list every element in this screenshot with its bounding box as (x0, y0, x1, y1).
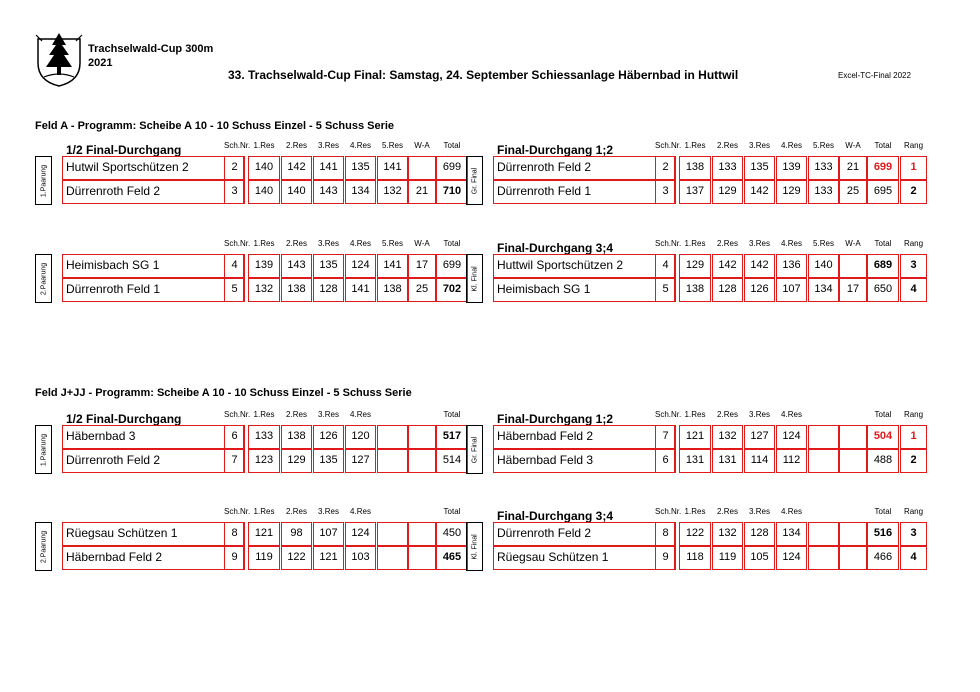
r1-cell: 118 (679, 546, 711, 570)
pairing-label: 2.Paarung (40, 262, 47, 295)
column-header: 1.Res (253, 239, 275, 248)
r5-cell (377, 546, 408, 570)
nr-cell: 3 (655, 180, 676, 204)
r5-cell (377, 449, 408, 473)
r2-cell: 143 (281, 254, 312, 278)
wa-cell (408, 156, 436, 180)
r1-cell: 129 (679, 254, 711, 278)
wa-cell (839, 546, 867, 570)
total-cell: 488 (867, 449, 899, 473)
cup-title-line2: 2021 (88, 57, 113, 69)
r4-cell: 134 (776, 522, 807, 546)
r5-cell: 133 (808, 156, 839, 180)
r5-cell (808, 522, 839, 546)
column-header: 3.Res (318, 239, 339, 248)
team-name-cell: Häbernbad 3 (62, 425, 244, 449)
table-row (35, 522, 462, 546)
section-b-title: Feld J+JJ - Programm: Scheibe A 10 - 10 Schuss Einzel - 5 Schuss Serie (35, 387, 412, 399)
total-cell: 514 (436, 449, 468, 473)
pairing-label: 1.Paarung (40, 164, 47, 197)
table-row (466, 254, 917, 278)
pairing-label: Kl. Final (471, 533, 478, 560)
wa-cell: 25 (408, 278, 436, 302)
r1-cell: 132 (248, 278, 280, 302)
column-header: 5.Res (813, 141, 834, 150)
fir-tree-coat-of-arms-icon (34, 31, 84, 87)
block-heading: Final-Durchgang 1;2 (497, 412, 614, 426)
team-name-cell: Dürrenroth Feld 1 (62, 278, 244, 302)
team-name-cell: Dürrenroth Feld 1 (493, 180, 675, 204)
rang-cell: 1 (900, 156, 927, 180)
column-header: 1.Res (253, 410, 275, 419)
table-row (466, 180, 917, 204)
wa-cell (408, 546, 436, 570)
nr-cell: 4 (655, 254, 676, 278)
column-header: 5.Res (813, 239, 834, 248)
total-cell: 450 (436, 522, 468, 546)
total-cell: 695 (867, 180, 899, 204)
rang-cell: 4 (900, 546, 927, 570)
total-cell: 699 (436, 156, 468, 180)
r1-cell: 138 (679, 278, 711, 302)
team-name-cell: Dürrenroth Feld 2 (493, 156, 675, 180)
wa-cell (408, 449, 436, 473)
column-header: 2.Res (286, 141, 307, 150)
r4-cell: 129 (776, 180, 807, 204)
column-header: 3.Res (749, 507, 770, 516)
team-name-cell: Rüegsau Schützen 1 (62, 522, 244, 546)
r4-cell: 124 (345, 522, 376, 546)
nr-cell: 6 (224, 425, 245, 449)
r5-cell: 141 (377, 254, 408, 278)
cup-title-line1: Trachselwald-Cup 300m (88, 43, 214, 55)
total-cell: 699 (867, 156, 899, 180)
column-header: 2.Res (286, 507, 307, 516)
r3-cell: 141 (313, 156, 344, 180)
table-row (35, 254, 462, 278)
column-header: W-A (414, 141, 430, 150)
column-header: 2.Res (717, 141, 738, 150)
r1-cell: 133 (248, 425, 280, 449)
nr-cell: 8 (224, 522, 245, 546)
wa-cell: 25 (839, 180, 867, 204)
wa-cell (839, 254, 867, 278)
rang-cell: 1 (900, 425, 927, 449)
block-heading: Final-Durchgang 3;4 (497, 241, 614, 255)
wa-cell (408, 425, 436, 449)
column-header: 3.Res (749, 141, 770, 150)
r3-cell: 135 (744, 156, 775, 180)
column-header: Rang (903, 410, 924, 419)
column-header: W-A (845, 141, 861, 150)
r2-cell: 138 (281, 425, 312, 449)
r1-cell: 119 (248, 546, 280, 570)
r4-cell: 103 (345, 546, 376, 570)
table-row (466, 546, 917, 570)
r5-cell (808, 546, 839, 570)
nr-cell: 9 (224, 546, 245, 570)
nr-cell: 2 (224, 156, 245, 180)
column-header: 2.Res (286, 410, 307, 419)
r1-cell: 138 (679, 156, 711, 180)
block-heading: Final-Durchgang 1;2 (497, 143, 614, 157)
r1-cell: 123 (248, 449, 280, 473)
r4-cell: 127 (345, 449, 376, 473)
r2-cell: 132 (712, 425, 743, 449)
table-row (466, 425, 917, 449)
column-header: Total (874, 507, 892, 516)
r4-cell: 141 (345, 278, 376, 302)
section-a-title: Feld A - Programm: Scheibe A 10 - 10 Schuss Einzel - 5 Schuss Serie (35, 120, 395, 132)
r4-cell: 135 (345, 156, 376, 180)
wa-cell (839, 449, 867, 473)
nr-cell: 5 (224, 278, 245, 302)
r3-cell: 126 (313, 425, 344, 449)
cup-title (88, 42, 213, 70)
total-cell: 650 (867, 278, 899, 302)
table-row (35, 180, 462, 204)
nr-cell: 3 (224, 180, 245, 204)
r1-cell: 140 (248, 156, 280, 180)
table-row (35, 425, 462, 449)
column-header: Sch.Nr. (655, 507, 682, 516)
r1-cell: 121 (248, 522, 280, 546)
team-name-cell: Dürrenroth Feld 2 (62, 449, 244, 473)
column-header: 1.Res (684, 410, 706, 419)
rang-cell: 2 (900, 180, 927, 204)
team-name-cell: Rüegsau Schützen 1 (493, 546, 675, 570)
column-header: 1.Res (684, 239, 706, 248)
column-header: 4.Res (350, 141, 371, 150)
total-cell: 517 (436, 425, 468, 449)
r5-cell: 140 (808, 254, 839, 278)
block-heading: 1/2 Final-Durchgang (66, 143, 182, 157)
column-header: Rang (903, 141, 924, 150)
pairing-label: Gr. Final (471, 436, 478, 463)
rang-cell: 4 (900, 278, 927, 302)
r3-cell: 127 (744, 425, 775, 449)
r3-cell: 142 (744, 254, 775, 278)
pairing-label: Gr. Final (471, 167, 478, 194)
column-header: 1.Res (684, 507, 706, 516)
column-header: Total (874, 141, 892, 150)
column-header: Total (443, 507, 461, 516)
r2-cell: 140 (281, 180, 312, 204)
column-header: 1.Res (253, 141, 275, 150)
r2-cell: 142 (281, 156, 312, 180)
r5-cell (377, 522, 408, 546)
total-cell: 699 (436, 254, 468, 278)
column-header: Sch.Nr. (655, 410, 682, 419)
file-tag: Excel-TC-Final 2022 (838, 71, 911, 80)
r2-cell: 122 (281, 546, 312, 570)
wa-cell: 21 (408, 180, 436, 204)
wa-cell: 17 (839, 278, 867, 302)
table-row (466, 522, 917, 546)
r3-cell: 128 (744, 522, 775, 546)
column-header: 4.Res (350, 239, 371, 248)
r1-cell: 137 (679, 180, 711, 204)
team-name-cell: Hutwil Sportschützen 2 (62, 156, 244, 180)
table-row (35, 449, 462, 473)
r1-cell: 131 (679, 449, 711, 473)
total-cell: 504 (867, 425, 899, 449)
column-header: Total (874, 410, 892, 419)
r2-cell: 133 (712, 156, 743, 180)
pairing-label: 2.Paarung (40, 530, 47, 563)
rang-cell: 3 (900, 522, 927, 546)
column-header: Sch.Nr. (224, 507, 251, 516)
nr-cell: 2 (655, 156, 676, 180)
column-header: Total (443, 410, 461, 419)
column-header: 3.Res (749, 410, 770, 419)
table-row (35, 546, 462, 570)
column-header: 3.Res (318, 141, 339, 150)
nr-cell: 9 (655, 546, 676, 570)
block-heading: 1/2 Final-Durchgang (66, 412, 182, 426)
column-header: 2.Res (286, 239, 307, 248)
page-title: 33. Trachselwald-Cup Final: Samstag, 24. September Schiessanlage Häbernbad in Huttwil (228, 68, 739, 82)
r2-cell: 138 (281, 278, 312, 302)
r3-cell: 143 (313, 180, 344, 204)
team-name-cell: Dürrenroth Feld 2 (62, 180, 244, 204)
r2-cell: 131 (712, 449, 743, 473)
total-cell: 710 (436, 180, 468, 204)
team-name-cell: Dürrenroth Feld 2 (493, 522, 675, 546)
r4-cell: 124 (345, 254, 376, 278)
r5-cell (808, 449, 839, 473)
r4-cell: 139 (776, 156, 807, 180)
r3-cell: 105 (744, 546, 775, 570)
r4-cell: 107 (776, 278, 807, 302)
wa-cell (839, 522, 867, 546)
r3-cell: 135 (313, 449, 344, 473)
r1-cell: 122 (679, 522, 711, 546)
r3-cell: 114 (744, 449, 775, 473)
column-header: Sch.Nr. (224, 239, 251, 248)
team-name-cell: Heimisbach SG 1 (62, 254, 244, 278)
table-row (35, 278, 462, 302)
column-header: 4.Res (781, 410, 802, 419)
total-cell: 466 (867, 546, 899, 570)
total-cell: 689 (867, 254, 899, 278)
r4-cell: 112 (776, 449, 807, 473)
column-header: W-A (414, 239, 430, 248)
r4-cell: 134 (345, 180, 376, 204)
total-cell: 516 (867, 522, 899, 546)
column-header: Sch.Nr. (224, 141, 251, 150)
total-cell: 702 (436, 278, 468, 302)
r1-cell: 140 (248, 180, 280, 204)
r2-cell: 98 (281, 522, 312, 546)
r3-cell: 121 (313, 546, 344, 570)
pairing-label: 1.Paarung (40, 433, 47, 466)
table-row (466, 278, 917, 302)
column-header: 4.Res (781, 507, 802, 516)
r3-cell: 142 (744, 180, 775, 204)
wa-cell (408, 522, 436, 546)
team-name-cell: Huttwil Sportschützen 2 (493, 254, 675, 278)
r4-cell: 136 (776, 254, 807, 278)
column-header: 1.Res (253, 507, 275, 516)
column-header: 3.Res (318, 507, 339, 516)
nr-cell: 4 (224, 254, 245, 278)
rang-cell: 3 (900, 254, 927, 278)
r5-cell: 138 (377, 278, 408, 302)
r5-cell: 134 (808, 278, 839, 302)
column-header: 5.Res (382, 141, 403, 150)
wa-cell: 21 (839, 156, 867, 180)
r5-cell: 141 (377, 156, 408, 180)
r2-cell: 132 (712, 522, 743, 546)
column-header: 2.Res (717, 410, 738, 419)
column-header: 4.Res (781, 239, 802, 248)
column-header: Sch.Nr. (655, 141, 682, 150)
column-header: Sch.Nr. (655, 239, 682, 248)
r5-cell (377, 425, 408, 449)
nr-cell: 7 (224, 449, 245, 473)
r3-cell: 135 (313, 254, 344, 278)
total-cell: 465 (436, 546, 468, 570)
table-row (466, 449, 917, 473)
team-name-cell: Häbernbad Feld 2 (62, 546, 244, 570)
r5-cell: 132 (377, 180, 408, 204)
column-header: 5.Res (382, 239, 403, 248)
team-name-cell: Häbernbad Feld 3 (493, 449, 675, 473)
block-heading: Final-Durchgang 3;4 (497, 509, 614, 523)
column-header: 2.Res (717, 507, 738, 516)
r3-cell: 126 (744, 278, 775, 302)
column-header: 4.Res (781, 141, 802, 150)
r3-cell: 128 (313, 278, 344, 302)
r3-cell: 107 (313, 522, 344, 546)
r5-cell: 133 (808, 180, 839, 204)
column-header: 3.Res (318, 410, 339, 419)
r1-cell: 139 (248, 254, 280, 278)
r2-cell: 129 (712, 180, 743, 204)
nr-cell: 8 (655, 522, 676, 546)
r2-cell: 128 (712, 278, 743, 302)
column-header: Rang (903, 507, 924, 516)
r1-cell: 121 (679, 425, 711, 449)
column-header: 2.Res (717, 239, 738, 248)
r4-cell: 124 (776, 546, 807, 570)
column-header: Rang (903, 239, 924, 248)
r2-cell: 119 (712, 546, 743, 570)
rang-cell: 2 (900, 449, 927, 473)
nr-cell: 6 (655, 449, 676, 473)
column-header: 1.Res (684, 141, 706, 150)
r4-cell: 120 (345, 425, 376, 449)
column-header: 4.Res (350, 507, 371, 516)
column-header: W-A (845, 239, 861, 248)
r2-cell: 129 (281, 449, 312, 473)
table-row (35, 156, 462, 180)
table-row (466, 156, 917, 180)
wa-cell (839, 425, 867, 449)
column-header: Total (443, 239, 461, 248)
nr-cell: 5 (655, 278, 676, 302)
r2-cell: 142 (712, 254, 743, 278)
r4-cell: 124 (776, 425, 807, 449)
team-name-cell: Heimisbach SG 1 (493, 278, 675, 302)
nr-cell: 7 (655, 425, 676, 449)
pairing-label: Kl. Final (471, 265, 478, 292)
column-header: 4.Res (350, 410, 371, 419)
column-header: Total (443, 141, 461, 150)
column-header: 3.Res (749, 239, 770, 248)
wa-cell: 17 (408, 254, 436, 278)
r5-cell (808, 425, 839, 449)
column-header: Sch.Nr. (224, 410, 251, 419)
column-header: Total (874, 239, 892, 248)
team-name-cell: Häbernbad Feld 2 (493, 425, 675, 449)
